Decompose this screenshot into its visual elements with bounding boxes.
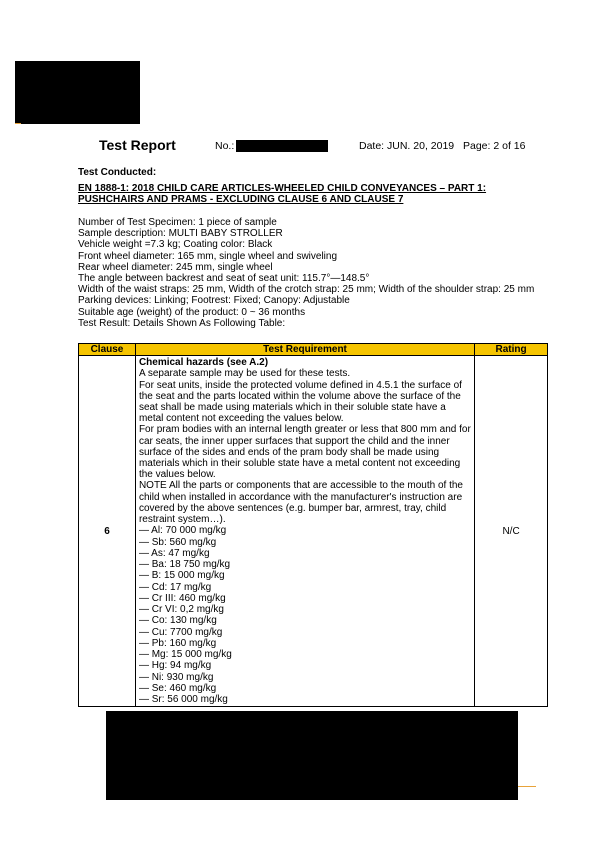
clause-cell: 6 <box>79 356 136 707</box>
requirement-paragraph: For seat units, inside the protected volume defined in 4.5.1 the surface of the seat and the parts located within the volume above the surface of the seat shall be made using materials which in their soluble state have a metal content not exceeding the values below. <box>138 379 462 425</box>
col-header-clause: Clause <box>79 344 136 356</box>
sample-info <box>78 217 548 329</box>
info-line: Rear wheel diameter: 245 mm, single wheel <box>78 261 273 273</box>
limit-item: — Mg: 15 000 mg/kg <box>138 649 232 660</box>
limit-item: — Cu: 7700 mg/kg <box>138 626 223 638</box>
rating-cell: N/C <box>475 356 548 707</box>
info-line: Suitable age (weight) of the product: 0 ~ 36 months <box>78 306 306 318</box>
info-line: Number of Test Specimen: 1 piece of sample <box>78 217 277 228</box>
page-number: Page: 2 of 16 <box>463 140 526 152</box>
report-number-label: No.: <box>215 140 235 152</box>
redacted-logo <box>15 61 140 124</box>
redacted-report-number <box>236 140 328 152</box>
limit-item: — Se: 460 mg/kg <box>138 682 217 694</box>
requirement-cell <box>135 356 474 707</box>
standard-title: EN 1888-1: 2018 CHILD CARE ARTICLES-WHEELED CHILD CONVEYANCES – PART 1: PUSHCHAIRS AND PRAMS - EXCLUDING CLAUSE 6 AND CLAUSE 7 <box>78 183 487 206</box>
limit-item: — Sb: 560 mg/kg <box>138 536 217 548</box>
footer-accent-line <box>518 786 536 787</box>
col-header-rating: Rating <box>475 344 548 356</box>
limit-item: — Co: 130 mg/kg <box>138 615 217 627</box>
info-line: Width of the waist straps: 25 mm, Width of the crotch strap: 25 mm; Width of the shoulder strap: 25 mm <box>78 284 535 296</box>
limit-item: — Pb: 160 mg/kg <box>138 637 217 649</box>
redacted-footer <box>106 711 518 800</box>
limit-item: — Ni: 930 mg/kg <box>138 671 214 683</box>
table-header-row <box>79 344 548 356</box>
info-line: Sample description: MULTI BABY STROLLER <box>78 228 283 240</box>
header-accent-line <box>15 123 21 124</box>
info-line: The angle between backrest and seat of seat unit: 115.7°—148.5° <box>78 273 370 285</box>
limit-item: — Cd: 17 mg/kg <box>138 581 212 593</box>
section-label: Test Conducted: <box>78 167 157 178</box>
limit-item: — Cr III: 460 mg/kg <box>138 592 226 604</box>
test-result-table <box>78 343 548 707</box>
info-line: Parking devices: Linking; Footrest: Fixed; Canopy: Adjustable <box>78 295 350 307</box>
requirement-paragraph: A separate sample may be used for these tests. <box>138 368 351 380</box>
info-line: Test Result: Details Shown As Following Table: <box>78 317 286 329</box>
info-line: Vehicle weight =7.3 kg; Coating color: Black <box>78 239 273 251</box>
report-date: Date: JUN. 20, 2019 <box>359 140 455 152</box>
table-row <box>79 356 548 707</box>
limit-item: — Al: 70 000 mg/kg <box>138 525 227 537</box>
info-line: Front wheel diameter: 165 mm, single wheel and swiveling <box>78 250 338 262</box>
limit-item: — Sr: 56 000 mg/kg <box>138 694 228 705</box>
limit-item: — Cr VI: 0,2 mg/kg <box>138 604 224 615</box>
col-header-requirement: Test Requirement <box>135 344 474 356</box>
report-title: Test Report <box>99 137 176 153</box>
limit-item: — B: 15 000 mg/kg <box>138 570 225 582</box>
limit-item: — Ba: 18 750 mg/kg <box>138 559 231 570</box>
metal-limits-list <box>139 525 471 705</box>
requirement-title: Chemical hazards (see A.2) <box>138 357 269 369</box>
requirement-note: NOTE All the parts or components that are accessible to the mouth of the child when installed in accordance with the manufacturer's instruction are covered by the above sentences (e.g. bumper bar, armrest, tray, child restraint system…). <box>138 480 463 526</box>
limit-item: — Hg: 94 mg/kg <box>138 660 212 672</box>
limit-item: — As: 47 mg/kg <box>138 547 210 559</box>
requirement-paragraph: For pram bodies with an internal length greater or less that 800 mm and for car seats, the inner upper surfaces that support the child and the inner surface of the sides and ends of the pram body shall be made using materials which in their soluble state have a metal content not exceeding the values below. <box>138 424 471 481</box>
